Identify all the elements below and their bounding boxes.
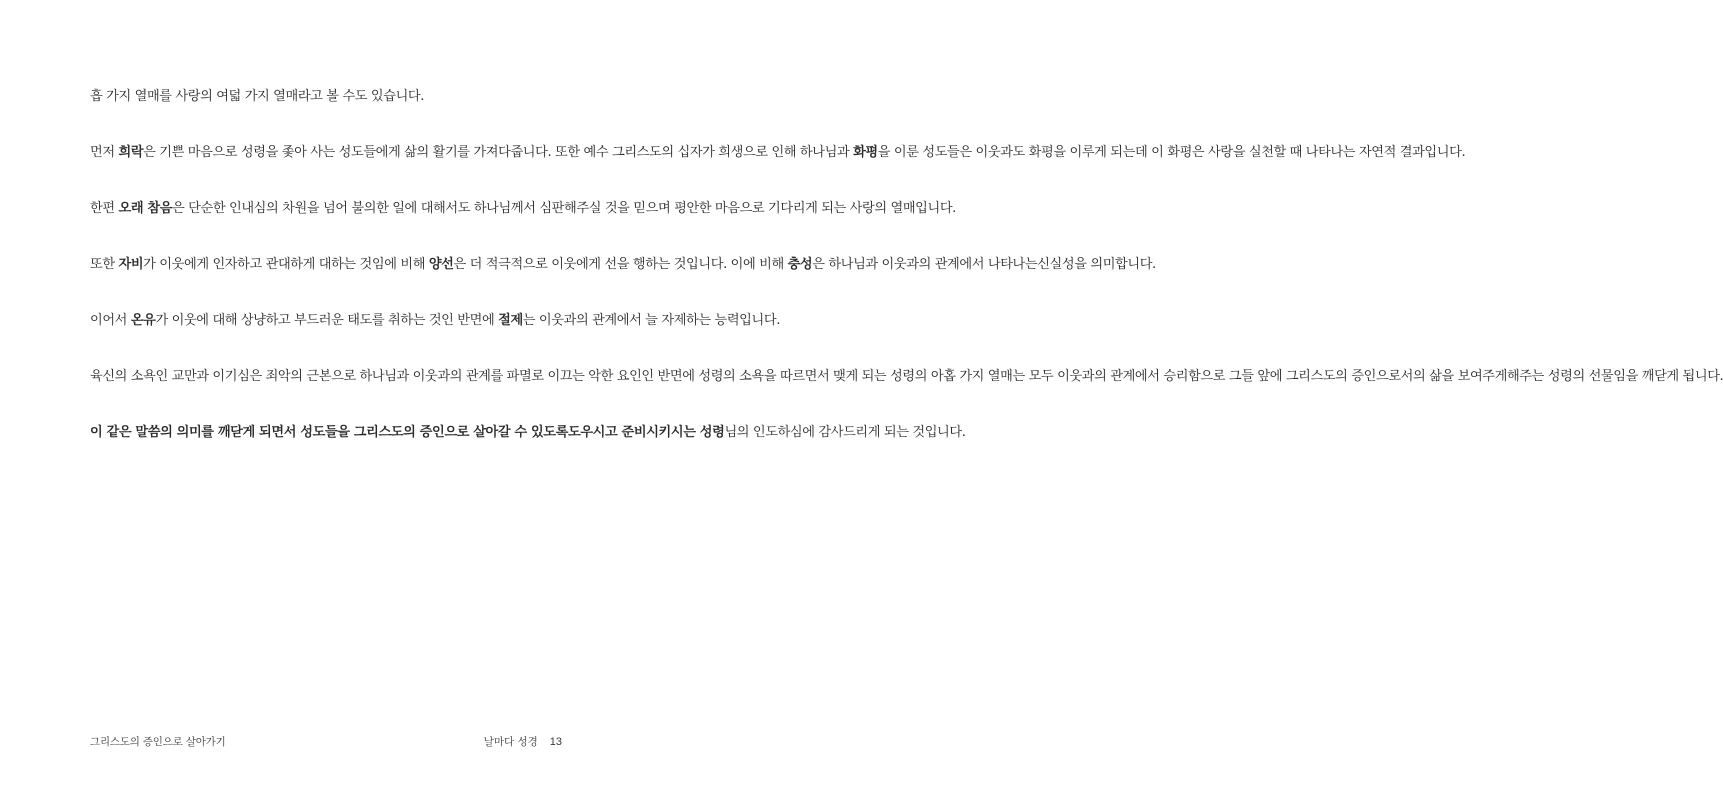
text-line <box>90 201 564 216</box>
text-line <box>568 425 966 440</box>
text-line <box>564 257 1038 272</box>
text-run: 과의 관계에서 늘 자제하는 능력입니다. <box>563 313 780 328</box>
text-line <box>90 145 567 160</box>
text-run: 육신의 소욕인 교만과 이기심은 죄악의 근본으로 하나님과 이웃과의 관계를 파멸로 이 <box>90 369 560 384</box>
paragraph <box>90 138 1466 168</box>
text-run: 을 이룬 성도들은 이웃과도 화 <box>877 145 1042 160</box>
footer-book-title: 그리스도의 증인으로 살아가기 <box>90 736 226 748</box>
text-run: 두 이웃과의 관계에서 승리함으로 그들 앞에 그리스도의 증인으로서의 삶을 보여주게 <box>1040 369 1507 384</box>
text-line <box>1041 145 1465 160</box>
emphasis-text: 절제 <box>498 313 523 328</box>
text-run: 신실성을 의미합니다. <box>1037 257 1156 272</box>
emphasis-text: 희락 <box>118 145 144 160</box>
emphasis-text: 이 같은 말씀의 의미를 깨닫게 되면서 성도들을 그리스도의 증인으로 살아갈 수 있도록 <box>90 425 568 440</box>
text-line <box>1507 369 1723 384</box>
text-run: 한편 <box>90 201 119 216</box>
text-run: 이어서 <box>90 313 131 328</box>
paragraph <box>90 82 522 112</box>
text-run: 평을 이루게 되는데 이 화평은 사랑을 실천할 때 나타나는 자연적 결과입니다. <box>1041 145 1466 160</box>
paragraph <box>90 418 966 448</box>
text-line <box>1041 369 1507 384</box>
emphasis-text: 온유 <box>130 313 156 328</box>
text-run: 해주실 것을 믿으며 평안한 마음으로 기다리게 되는 사랑의 열매입니다. <box>564 201 956 216</box>
text-line <box>560 369 1041 384</box>
text-run: 은 단순한 인내심의 차원을 넘어 불의한 일에 대해서도 하나님께서 심판 <box>172 201 565 216</box>
paragraph <box>90 362 1723 392</box>
emphasis-text: 자비 <box>118 257 144 272</box>
footer-right <box>484 734 562 749</box>
text-line <box>90 425 568 440</box>
text-run: 가 이웃에게 인자하고 관대하게 대하는 것임에 비해 <box>143 257 429 272</box>
text-line <box>90 89 424 104</box>
text-run: 웃에게 선을 행하는 것입니다. 이에 비해 <box>563 257 788 272</box>
paragraph <box>90 194 956 224</box>
text-line <box>567 145 1041 160</box>
body-text <box>90 82 1723 474</box>
text-line <box>564 313 780 328</box>
text-run: 끄는 악한 요인인 반면에 성령의 소욕을 따르면서 맺게 되는 성령의 아홉 가지 열매는 모 <box>559 369 1041 384</box>
paragraph <box>90 306 780 336</box>
text-run: 먼저 <box>90 145 119 160</box>
paragraph <box>90 250 1156 280</box>
emphasis-text: 양선 <box>428 257 454 272</box>
text-run: 은 더 적극적으로 이 <box>453 257 564 272</box>
text-run: 흡 가지 열매를 사랑의 여덟 가지 열매라고 볼 수도 있습니다. <box>90 89 425 104</box>
text-run: 은 기쁜 마음으로 성령을 좇아 사는 성도들에게 삶의 활기를 가져다줍니다. 또 <box>143 145 568 160</box>
text-run: 는 이웃 <box>522 313 564 328</box>
emphasis-text: 오래 참음 <box>118 201 173 216</box>
text-line <box>90 369 560 384</box>
text-line <box>90 257 564 272</box>
text-line <box>90 313 564 328</box>
emphasis-text: 화평 <box>853 145 878 160</box>
text-run: 한 예수 그리스도의 십자가 희생으로 인해 하나님과 <box>567 145 854 160</box>
page-number: 13 <box>549 736 562 748</box>
text-run: 가 이웃에 대해 상냥하고 부드러운 태도를 취하는 것인 반면에 <box>155 313 499 328</box>
text-run: 은 하나님과 이웃과의 관계에서 나타나는 <box>812 257 1038 272</box>
text-run: 님의 인도하심에 감사드리게 되는 것입니다. <box>724 425 966 440</box>
footer-series: 날마다 성경 <box>483 736 538 748</box>
emphasis-text: 도우시고 준비시키시는 성령 <box>567 425 725 440</box>
text-run: 해주는 성령의 선물임을 깨닫게 됩니다. <box>1506 369 1723 384</box>
text-run: 또한 <box>90 257 119 272</box>
text-line <box>1037 257 1156 272</box>
emphasis-text: 충성 <box>787 257 813 272</box>
text-line <box>564 201 956 216</box>
